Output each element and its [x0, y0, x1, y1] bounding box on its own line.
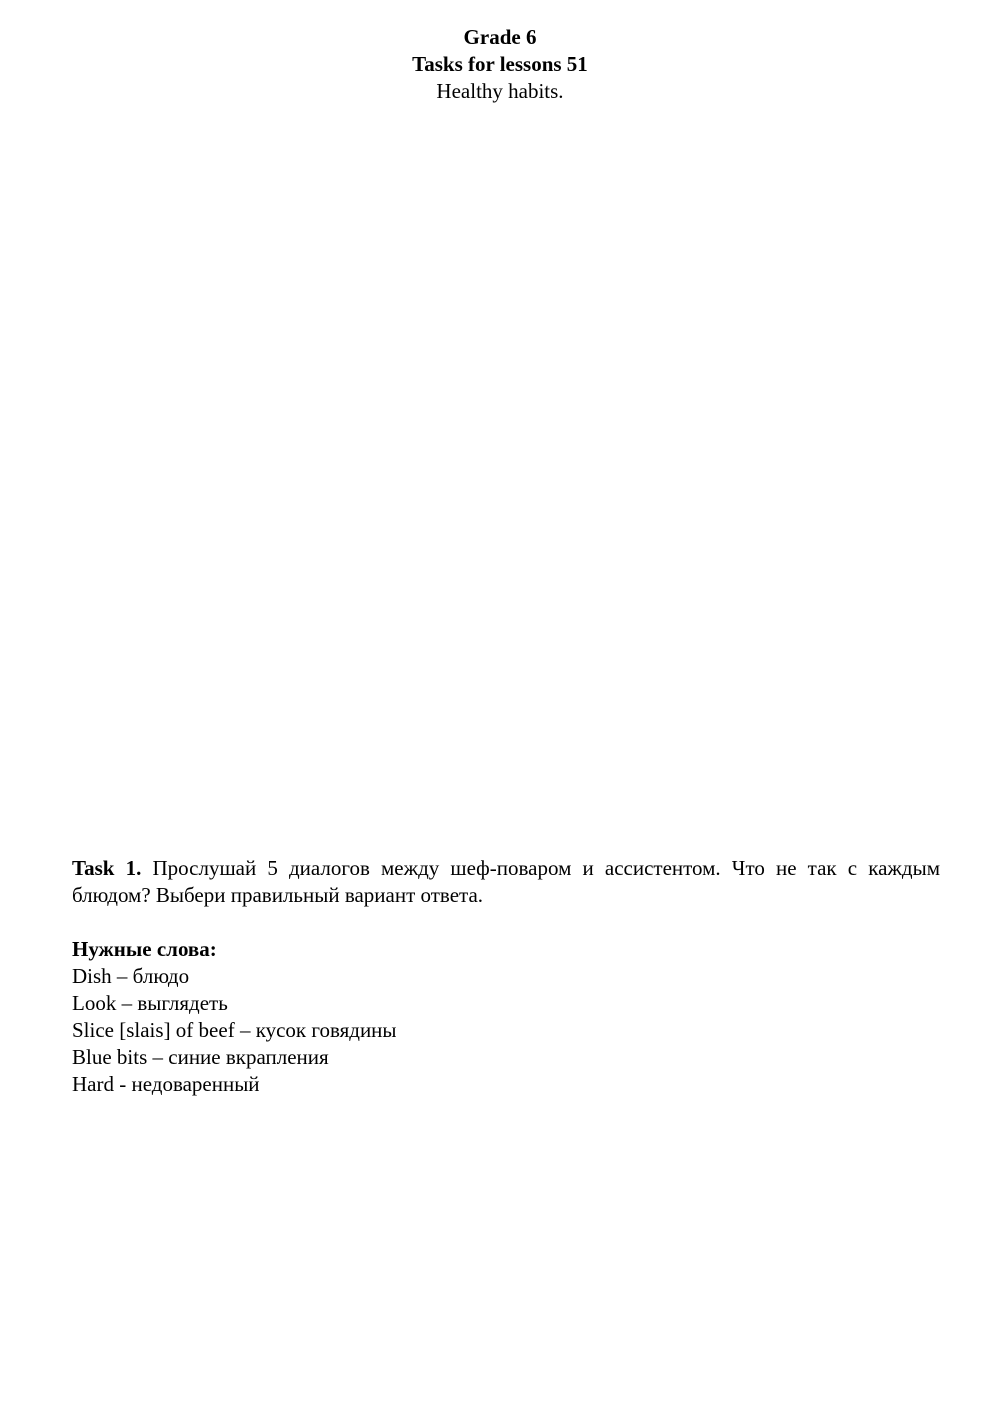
vocabulary-item: Dish – блюдо — [72, 964, 190, 988]
vocabulary-item: Slice [slais] of beef – кусок говядины — [72, 1018, 397, 1042]
vocabulary-item: Blue bits – синие вкрапления — [72, 1045, 329, 1069]
vocabulary-item: Hard - недоваренный — [72, 1072, 260, 1096]
grade-title: Grade 6 — [463, 25, 537, 49]
vocabulary-block — [72, 936, 940, 1098]
tasks-title: Tasks for lessons 51 — [412, 52, 588, 76]
task-1-label: Task 1. — [72, 856, 142, 880]
vocabulary-item: Look – выглядеть — [72, 991, 228, 1015]
task-1-paragraph — [72, 855, 940, 909]
task-1-text: Прослушай 5 диалогов между шеф-поваром и ассистентом. Что не так с каждым блюдом? Выбери правильный вариант ответа. — [72, 856, 941, 907]
vocabulary-list — [72, 963, 940, 1098]
document-header — [0, 24, 1000, 105]
topic-subtitle: Healthy habits. — [436, 79, 564, 103]
vocabulary-title: Нужные слова: — [72, 937, 217, 961]
task-1-block — [72, 855, 940, 909]
